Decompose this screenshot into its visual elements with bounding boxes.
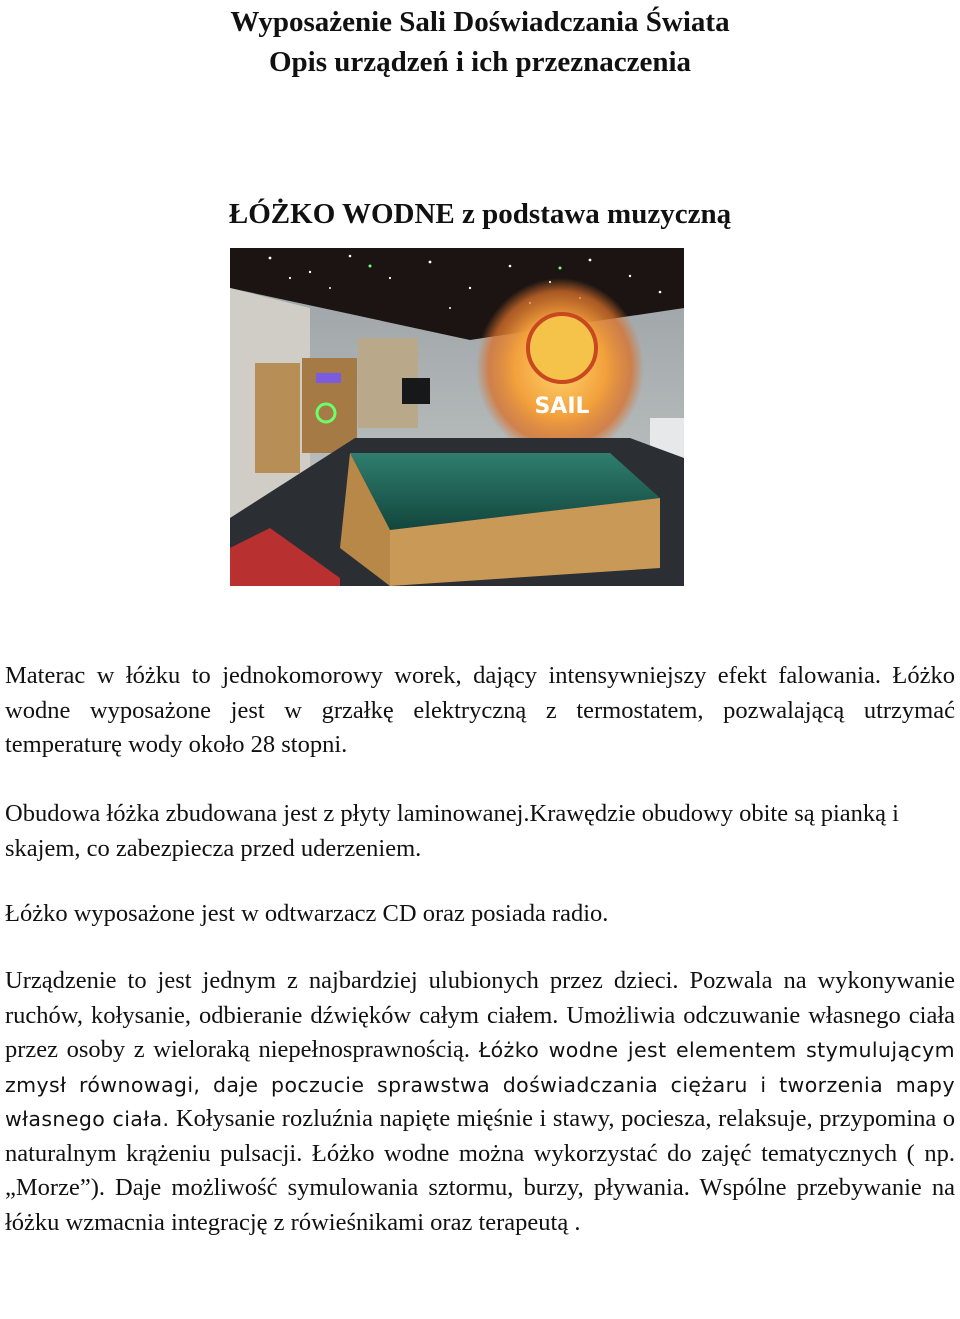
paragraph-cd-radio: Łóżko wyposażone jest w odtwarzacz CD oraz posiada radio. — [5, 900, 609, 927]
paragraph-benefits-part3: Kołysanie rozluźnia napięte mięśnie i stawy, pociesza, relaksuje, przypomina o naturalnym krążeniu pulsacji. Łóżko wodne można wykorzystać do zajęć tematycznych ( np. „Morze”). Daje możliwość symulowania sztormu, burzy, pływania. Wspólne przebywanie na łóżku wzmacnia integrację z rówieśnikami oraz terapeutą . — [5, 1105, 956, 1236]
paragraph-benefits — [5, 964, 955, 1240]
water-bed-room-photo — [230, 248, 684, 586]
projection-text: SAIL — [534, 394, 590, 419]
section-title: ŁÓŻKO WODNE z podstawa muzyczną — [228, 198, 732, 230]
document-title: Wyposażenie Sali Doświadczania Świata — [230, 6, 730, 38]
paragraph-housing: Obudowa łóżka zbudowana jest z płyty laminowanej.Krawędzie obudowy obite są pianką i skajem, co zabezpiecza przed uderzeniem. — [5, 800, 899, 862]
paragraph-benefits-part1: Urządzenie to jest jednym z najbardziej ulubionych przez dzieci. Pozwala na wykonywanie ruchów, kołysanie, odbieranie dźwięków całym ciałem. Umożliwia odczuwanie własnego ciała przez osoby z wieloraką niepełnosprawnością. — [5, 967, 955, 1063]
paragraph-benefits-part2: Łóżko wodne jest elementem stymulującym zmysł równowagi, daje poczucie sprawstwa doświadczania ciężaru i tworzenia mapy własnego ciała. — [5, 1038, 956, 1131]
paragraph-mattress: Materac w łóżku to jednokomorowy worek, dający intensywniejszy efekt falowania. Łóżko wodne wyposażone jest w grzałkę elektryczną z termostatem, pozwalającą utrzymać temperaturę wody około 28 stopni. — [5, 662, 955, 758]
document-subtitle: Opis urządzeń i ich przeznaczenia — [268, 46, 692, 78]
